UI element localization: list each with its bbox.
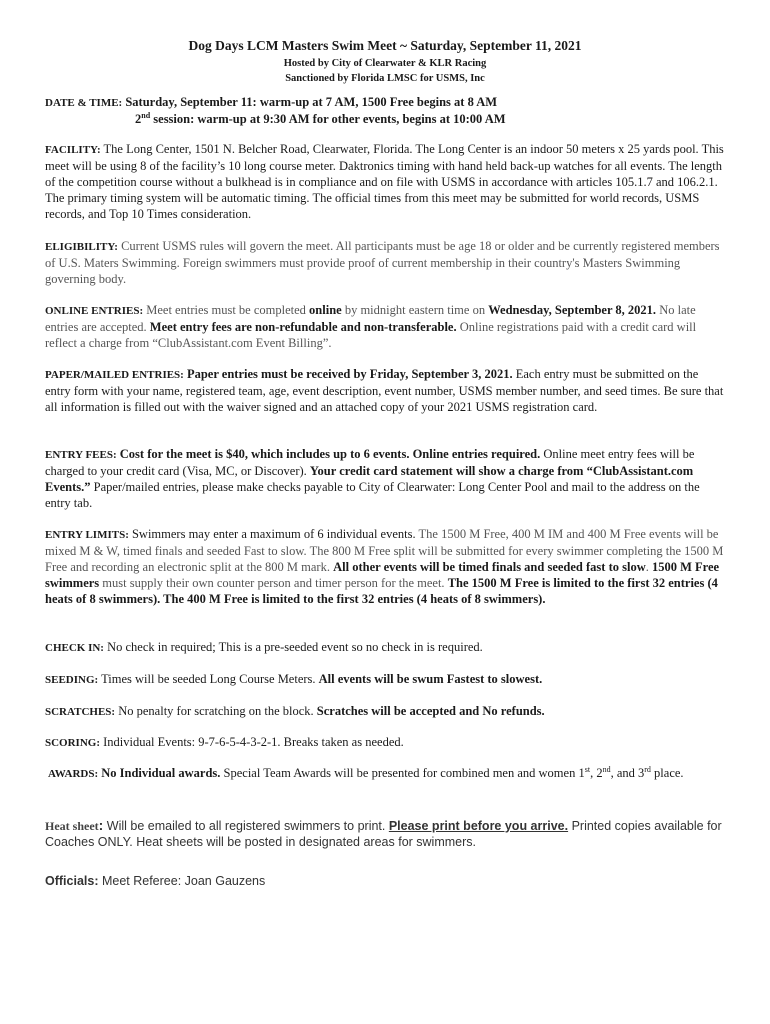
date-time-line2: [45, 111, 725, 127]
scratches-section: [45, 703, 725, 720]
paper-entries-deadline: Paper entries must be received by Friday, September 3, 2021.: [183, 367, 513, 381]
online-entries-label: ONLINE ENTRIES:: [45, 305, 144, 317]
officials-text: Meet Referee: Joan Gauzens: [98, 874, 266, 888]
awards-sup-2: nd: [602, 764, 611, 774]
awards-section: [48, 765, 728, 782]
scoring-text: Individual Events: 9-7-6-5-4-3-2-1. Breaks taken as needed.: [100, 735, 404, 749]
entry-fees-cost: Cost for the meet is $40, which includes up to 6 events. Online entries required.: [116, 447, 541, 461]
entry-limits-text-2: The 1500 M Free, 400 M IM and 400 M Free events will be mixed M & W, timed finals and seeded Fast to slow. The 800 M Free split will be submitted for every swimmer completing the 1500 M Free and recording an electronic split at the 800 M mark.: [45, 527, 724, 574]
entry-fees-statement-note: Your credit card statement will show a charge from “ClubAssistant.com Events.”: [45, 464, 694, 494]
meet-title: Dog Days LCM Masters Swim Meet ~ Saturday, September 11, 2021: [188, 38, 582, 53]
scratches-bold: Scratches will be accepted and No refunds.: [316, 704, 545, 718]
eligibility-section: [45, 238, 725, 287]
check-in-section: [45, 639, 725, 656]
online-entries-deadline: Wednesday, September 8, 2021.: [488, 303, 657, 317]
entry-limits-text-3: .: [645, 560, 652, 574]
session-number: 2: [135, 112, 142, 126]
entry-fees-label: ENTRY FEES:: [45, 449, 117, 461]
date-time-value: Saturday, September 11: warm-up at 7 AM, 1500 Free begins at 8 AM: [125, 95, 498, 109]
entry-fees-text-2: Paper/mailed entries, please make checks payable to City of Clearwater: Long Center Pool and mail to the address on the entry tab.: [45, 480, 700, 510]
heat-sheet-label: Heat sheet: [45, 819, 99, 833]
entry-fees-section: [45, 446, 725, 511]
seeding-text: Times will be seeded Long Course Meters.: [98, 672, 319, 686]
eligibility-text: Current USMS rules will govern the meet. All participants must be age 18 or older and be currently registered members of U.S. Maters Swimming. Foreign swimmers must provide proof of current membership in their country's Masters Swimming governing body.: [45, 239, 720, 286]
facility-section: [45, 141, 725, 222]
scratches-text: No penalty for scratching on the block.: [115, 704, 317, 718]
paper-entries-label: PAPER/MAILED ENTRIES:: [45, 369, 184, 381]
paper-entries-section: [45, 366, 725, 415]
seeding-bold: All events will be swum Fastest to slowest.: [318, 672, 543, 686]
entry-limits-label: ENTRY LIMITS:: [45, 529, 129, 541]
facility-text: The Long Center, 1501 N. Belcher Road, Clearwater, Florida. The Long Center is an indoor 50 meters x 25 yards pool. This meet will be using 8 of the facility’s 10 long course meter. Daktronics timing with hand held back-up watches for all events. The length of the competition course without a bulkhead is in compliance and on file with USMS in accordance with articles 105.1.7 and 106.2.1. The primary timing system will be automatic timing. The official times from this meet may be submitted for world records, USMS records, and Top 10 Times consideration.: [45, 142, 724, 221]
awards-bold: No Individual awards.: [98, 766, 221, 780]
heat-sheet-text-1: Will be emailed to all registered swimmers to print.: [103, 819, 389, 833]
scoring-section: [45, 734, 725, 751]
awards-sup-1: st: [584, 764, 591, 774]
entry-limits-section: [45, 526, 725, 607]
online-entries-text-4: Online registrations paid with a credit card will reflect a charge from “ClubAssistant.com Event Billing”.: [45, 320, 697, 350]
entry-limits-bold-3: The 1500 M Free is limited to the first 32 entries (4 heats of 8 swimmers). The 400 M Free is limited to the first 32 entries (4 heats of 8 swimmers).: [45, 576, 718, 606]
awards-sup-3: rd: [644, 764, 651, 774]
officials-label: Officials:: [45, 874, 99, 888]
session-detail: session: warm-up at 9:30 AM for other events, begins at 10:00 AM: [150, 112, 506, 126]
online-entries-section: [45, 302, 725, 351]
hosted-by: Hosted by City of Clearwater & KLR Racing: [283, 58, 487, 69]
entry-limits-bold-1: All other events will be timed finals and seeded fast to slow: [333, 560, 646, 574]
awards-text-2: , 2: [590, 766, 603, 780]
heat-sheet-colon: :: [98, 817, 104, 833]
entry-limits-text-1: Swimmers may enter a maximum of 6 individual events.: [128, 527, 419, 541]
entry-limits-text-4: must supply their own counter person and timer person for the meet.: [99, 576, 448, 590]
scoring-label: SCORING:: [45, 737, 101, 749]
date-time-section: [45, 94, 725, 127]
heat-sheet-print-note: Please print before you arrive.: [388, 819, 569, 833]
seeding-section: [45, 671, 725, 688]
online-entries-bold-1: online: [309, 303, 342, 317]
awards-label: AWARDS:: [48, 768, 99, 780]
facility-label: FACILITY:: [45, 144, 101, 156]
session-ordinal: nd: [141, 110, 151, 120]
check-in-label: CHECK IN:: [45, 642, 104, 654]
paper-entries-text: Each entry must be submitted on the entry form with your name, registered team, age, event description, event number, USMS member number, and seed times. Be sure that all information is filled out with the waiver signed and an attached copy of your 2021 USMS registration card.: [45, 367, 724, 414]
online-entries-text-2: by midnight eastern time on: [341, 303, 489, 317]
officials-section: [45, 873, 725, 889]
date-time-line1: [45, 94, 725, 111]
sanctioned-by: Sanctioned by Florida LMSC for USMS, Inc: [285, 73, 485, 84]
online-entries-fees-note: Meet entry fees are non-refundable and non-transferable.: [149, 320, 457, 334]
check-in-text: No check in required; This is a pre-seeded event so no check in is required.: [103, 640, 483, 654]
awards-text-3: , and 3: [610, 766, 645, 780]
awards-text-1: Special Team Awards will be presented for combined men and women 1: [220, 766, 585, 780]
scratches-label: SCRATCHES:: [45, 706, 116, 718]
online-entries-text-1: Meet entries must be completed: [143, 303, 310, 317]
seeding-label: SEEDING:: [45, 674, 99, 686]
entry-limits-bold-2: 1500 M Free swimmers: [45, 560, 720, 590]
heat-sheet-section: [45, 817, 725, 850]
eligibility-label: ELIGIBILITY:: [45, 241, 118, 253]
online-entries-text-3: No late entries are accepted.: [45, 303, 696, 334]
awards-text-4: place.: [650, 766, 684, 780]
date-time-label: DATE & TIME:: [45, 97, 123, 109]
entry-fees-text-1: Online meet entry fees will be charged to your credit card (Visa, MC, or Discover).: [45, 447, 695, 478]
heat-sheet-text-2: Printed copies available for Coaches ONLY. Heat sheets will be posted in designated areas for swimmers.: [45, 819, 722, 849]
